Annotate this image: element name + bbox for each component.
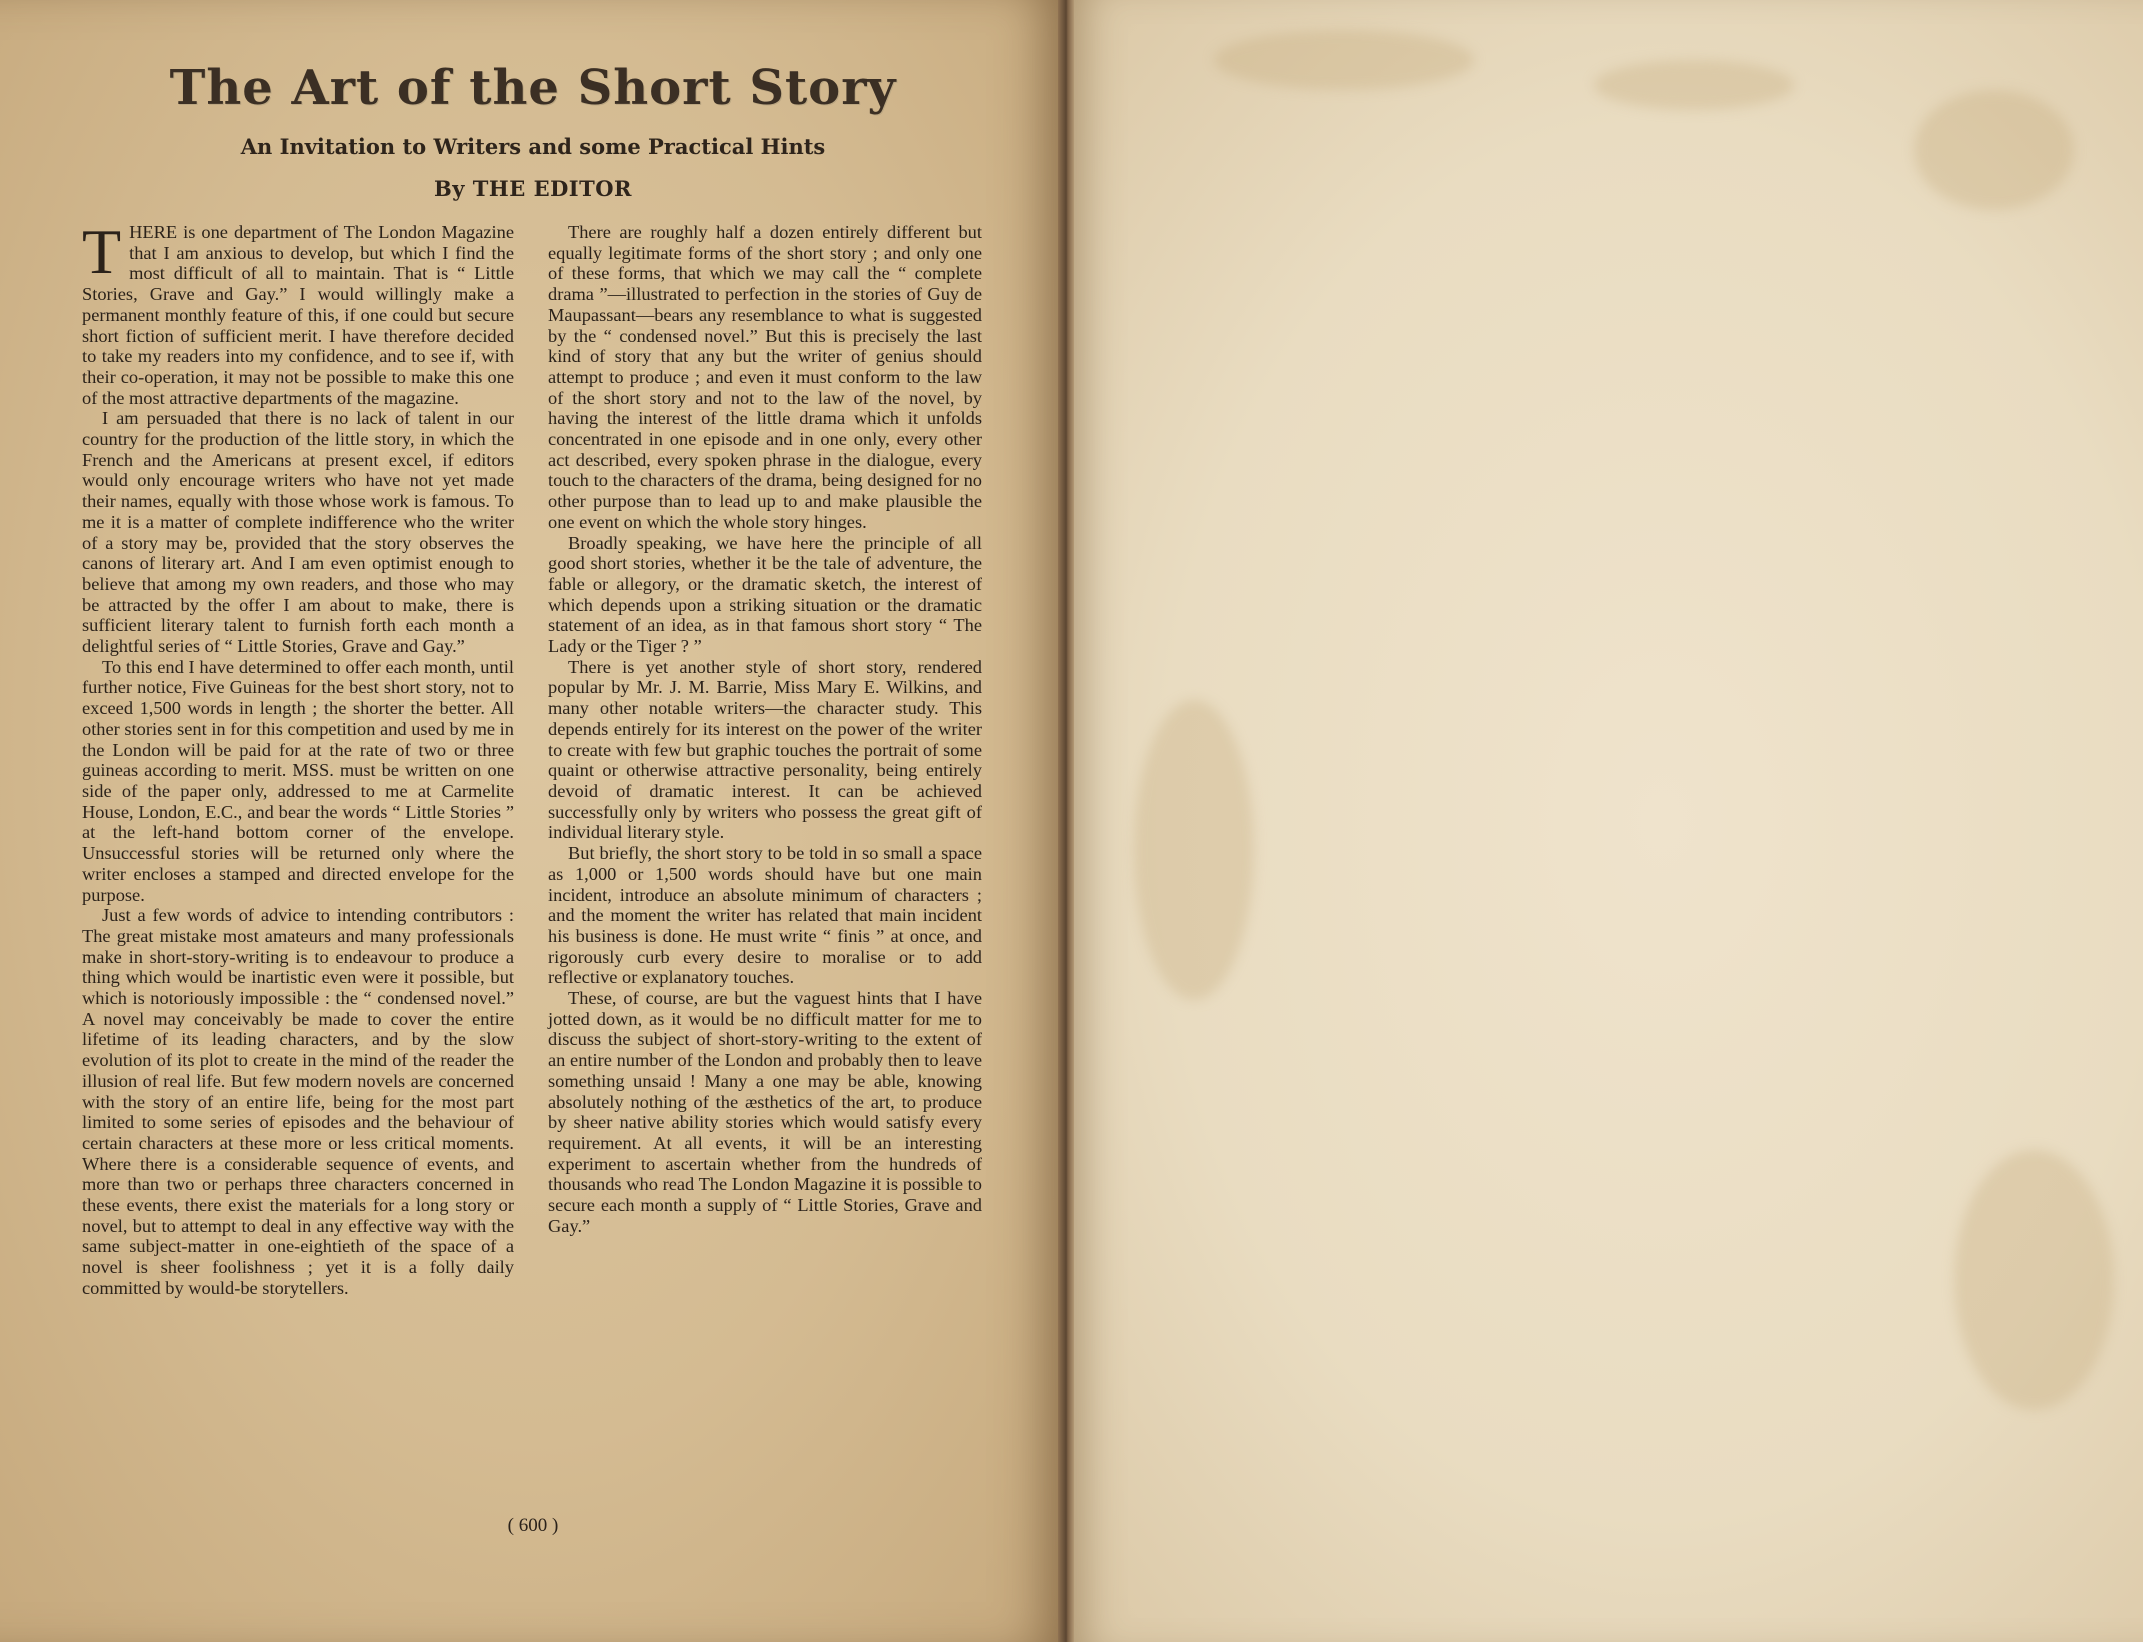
article-subtitle: An Invitation to Writers and some Practical Hints bbox=[240, 134, 826, 159]
paragraph: Broadly speaking, we have here the principle of all good short stories, whether it be the tale of adventure, the fable or allegory, or the dramatic sketch, the interest of which depends upon a striking situation or the dramatic statement of an idea, as in that famous short story “ The Lady or the Tiger ? ” bbox=[548, 532, 982, 657]
paragraph: To this end I have determined to offer each month, until further notice, Five Guineas for the best short story, not to exceed 1,500 words in length ; the shorter the better. All other stories sent in for this competition and used by me in the London will be paid for at the rate of two or three guineas according to merit. MSS. must be written on one side of the paper only, addressed to me at Carmelite House, London, E.C., and bear the words “ Little Stories ” at the left-hand bottom corner of the envelope. Unsuccessful stories will be returned only where the writer encloses a stamped and directed envelope for the purpose. bbox=[82, 656, 514, 905]
text-column-left bbox=[82, 216, 514, 1299]
right-page-blank bbox=[1074, 0, 2143, 1642]
paragraph: These, of course, are but the vaguest hints that I have jotted down, as it would be no difficult matter for me to discuss the subject of short-story-writing to the extent of an entire number of the London and probably then to leave something unsaid ! Many a one may be able, knowing absolutely nothing of the æsthetics of the art, to produce by sheer native ability stories which would satisfy every requirement. At all events, it will be an interesting experiment to ascertain whether from the hundreds of thousands who read The London Magazine it is possible to secure each month a supply of “ Little Stories, Grave and Gay.” bbox=[548, 988, 982, 1236]
paragraph: THERE is one department of The London Magazine that I am anxious to develop, but which I find the most difficult of all to maintain. That is “ Little Stories, Grave and Gay.” I would willingly make a permanent monthly feature of this, if one could but secure short fiction of sufficient merit. I have therefore decided to take my readers into my confidence, and to see if, with their co-operation, it may not be possible to make this one of the most attractive departments of the magazine. bbox=[82, 216, 514, 408]
drop-cap: T bbox=[82, 216, 122, 287]
paragraph: I am persuaded that there is no lack of talent in our country for the production of the little story, in which the French and the Americans at present excel, if editors would only encourage writers who have not yet made their names, equally with those whose work is famous. To me it is a matter of complete indifference who the writer of a story may be, provided that the story observes the canons of literary art. And I am even optimist enough to believe that among my own readers, and those who may be attracted by the offer I am about to make, there is sufficient literary talent to furnish forth each month a delightful series of “ Little Stories, Grave and Gay.” bbox=[82, 408, 514, 657]
article-byline: By THE EDITOR bbox=[434, 176, 632, 201]
article-title: The Art of the Short Story bbox=[169, 60, 897, 116]
page-number: ( 600 ) bbox=[507, 1515, 559, 1536]
paragraph: There are roughly half a dozen entirely different but equally legitimate forms of the short story ; and only one of these forms, that which we may call the “ complete drama ”—illustrated to perfection in the stories of Guy de Maupassant—bears any resemblance to what is suggested by the “ condensed novel.” But this is precisely the last kind of story that any but the writer of genius should attempt to produce ; and even it must conform to the law of the short story and not to the law of the novel, by having the interest of the little drama which it unfolds concentrated in one episode and in one only, every other act described, every spoken phrase in the dialogue, every touch to the characters of the drama, being designed for no other purpose than to lead up to and make plausible the one event on which the whole story hinges. bbox=[548, 222, 982, 532]
text-column-right bbox=[548, 222, 982, 1236]
paragraph: Just a few words of advice to intending contributors : The great mistake most amateurs and many professionals make in short-story-writing is to endeavour to produce a thing which would be inartistic even were it possible, but which is notoriously impossible : the “ condensed novel.” A novel may conceivably be made to cover the entire lifetime of its leading characters, and by the slow evolution of its plot to create in the mind of the reader the illusion of real life. But few modern novels are concerned with the story of an entire life, being for the most part limited to some series of episodes and the behaviour of certain characters at these more or less critical moments. Where there is a considerable sequence of events, and more than two or perhaps three characters concerned in these events, there exist the materials for a long story or novel, but to attempt to deal in any effective way with the same subject-matter in one-eightieth of the space of a novel is sheer foolishness ; yet it is a folly daily committed by would-be storytellers. bbox=[82, 905, 514, 1298]
paragraph: But briefly, the short story to be told in so small a space as 1,000 or 1,500 words should have but one main incident, introduce an absolute minimum of characters ; and the moment the writer has related that main incident his business is done. He must write “ finis ” at once, and rigorously curb every desire to moralise or to add reflective or explanatory touches. bbox=[548, 843, 982, 988]
paragraph: There is yet another style of short story, rendered popular by Mr. J. M. Barrie, Miss Mary E. Wilkins, and many other notable writers—the character study. This depends entirely for its interest on the power of the writer to create with few but graphic touches the portrait of some quaint or otherwise attractive personality, being entirely devoid of dramatic interest. It can be achieved successfully only by writers who possess the great gift of individual literary style. bbox=[548, 656, 982, 843]
left-page bbox=[0, 0, 1066, 1642]
